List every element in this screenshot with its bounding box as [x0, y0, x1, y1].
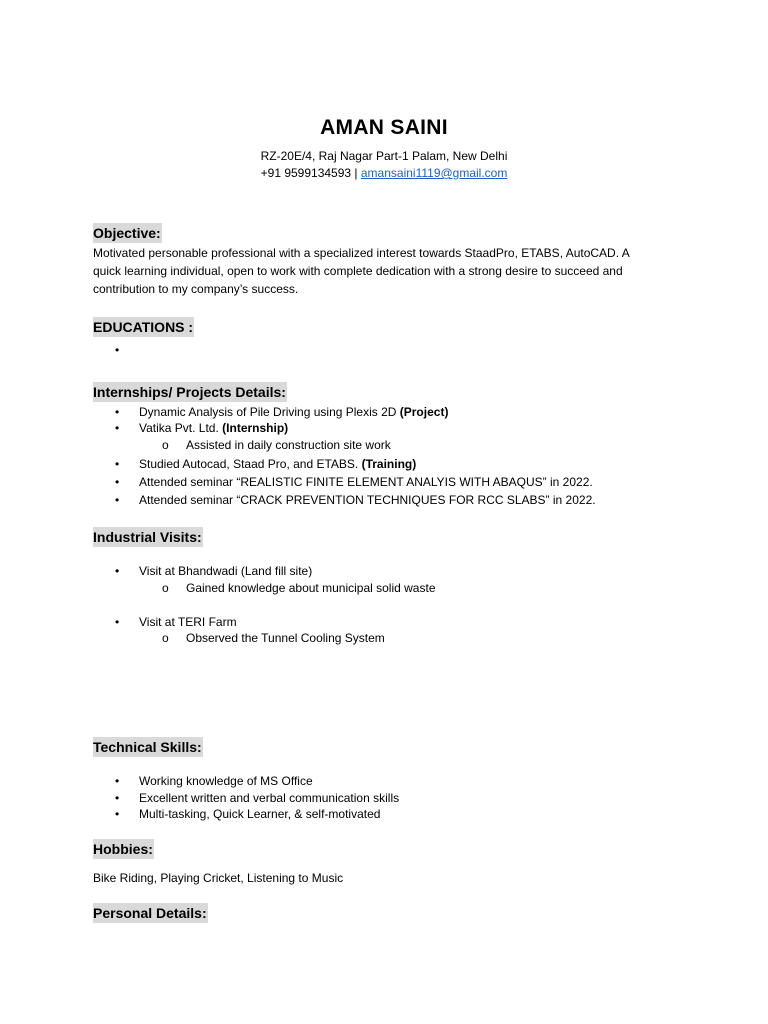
list-item: [115, 790, 399, 806]
item-text: Assisted in daily construction site work: [186, 438, 391, 452]
sub-list-item: [162, 437, 391, 453]
list-item: [115, 614, 237, 630]
item-text: Studied Autocad, Staad Pro, and ETABS.: [139, 457, 362, 471]
bullet-icon: •: [115, 774, 120, 788]
item-text: Observed the Tunnel Cooling System: [186, 631, 385, 645]
bullet-icon: •: [115, 405, 120, 419]
bullet-icon: •: [115, 343, 120, 357]
item-text: Attended seminar “REALISTIC FINITE ELEMENT ANALYIS WITH ABAQUS” in 2022.: [139, 475, 593, 489]
education-list-item: [115, 342, 139, 358]
education-heading: EDUCATIONS :: [93, 319, 194, 335]
item-text: Multi-tasking, Quick Learner, & self-motivated: [139, 807, 381, 821]
personal-heading: Personal Details:: [93, 905, 207, 921]
item-text: Vatika Pvt. Ltd.: [139, 421, 223, 435]
item-text: Visit at Bhandwadi (Land fill site): [139, 564, 313, 578]
objective-line: quick learning individual, open to work with complete dedication with a strong desire to succeed and: [93, 264, 623, 278]
bullet-icon: •: [115, 564, 120, 578]
bullet-icon: •: [115, 475, 120, 489]
sub-bullet-icon: o: [162, 581, 169, 595]
list-item: [115, 456, 416, 472]
item-text: Gained knowledge about municipal solid waste: [186, 581, 436, 595]
hobbies-heading: Hobbies:: [93, 841, 153, 857]
bullet-icon: •: [115, 493, 120, 507]
hobbies-text: Bike Riding, Playing Cricket, Listening to Music: [93, 871, 344, 885]
skills-heading: Technical Skills:: [93, 739, 202, 755]
list-item: [115, 404, 448, 420]
list-item: [115, 492, 596, 508]
list-item: [115, 806, 380, 822]
item-text: Dynamic Analysis of Pile Driving using Plexis 2D: [139, 405, 400, 419]
phone-number: +91 9599134593 |: [260, 166, 358, 180]
item-tag: (Internship): [222, 421, 289, 435]
objective-heading: Objective:: [93, 225, 161, 241]
bullet-icon: •: [115, 457, 120, 471]
candidate-name: AMAN SAINI: [320, 116, 448, 139]
sub-list-item: [162, 580, 436, 596]
item-tag: (Training): [361, 457, 417, 471]
item-tag: (Project): [399, 405, 449, 419]
sub-bullet-icon: o: [162, 631, 169, 645]
item-text: Visit at TERI Farm: [139, 615, 237, 629]
contact-line: [0, 166, 768, 180]
list-item: [115, 773, 313, 789]
internships-heading: Internships/ Projects Details:: [93, 384, 286, 400]
item-text: Excellent written and verbal communication skills: [139, 791, 400, 805]
item-text: Attended seminar “CRACK PREVENTION TECHNIQUES FOR RCC SLABS” in 2022.: [139, 493, 596, 507]
email-link[interactable]: amansaini1119@gmail.com: [360, 166, 508, 180]
objective-text: [93, 244, 693, 298]
bullet-icon: •: [115, 791, 120, 805]
address-line: RZ-20E/4, Raj Nagar Part-1 Palam, New Delhi: [260, 149, 508, 163]
item-text: Working knowledge of MS Office: [139, 774, 313, 788]
bullet-icon: •: [115, 807, 120, 821]
list-item: [115, 474, 593, 490]
objective-line: Motivated personable professional with a specialized interest towards StaadPro, ETABS, AutoCAD. A: [93, 246, 630, 260]
list-item: [115, 420, 288, 436]
sub-bullet-icon: o: [162, 438, 169, 452]
list-item: [115, 563, 312, 579]
visits-heading: Industrial Visits:: [93, 529, 202, 545]
bullet-icon: •: [115, 421, 120, 435]
objective-line: contribution to my company’s success.: [93, 282, 299, 296]
bullet-icon: •: [115, 615, 120, 629]
sub-list-item: [162, 630, 385, 646]
